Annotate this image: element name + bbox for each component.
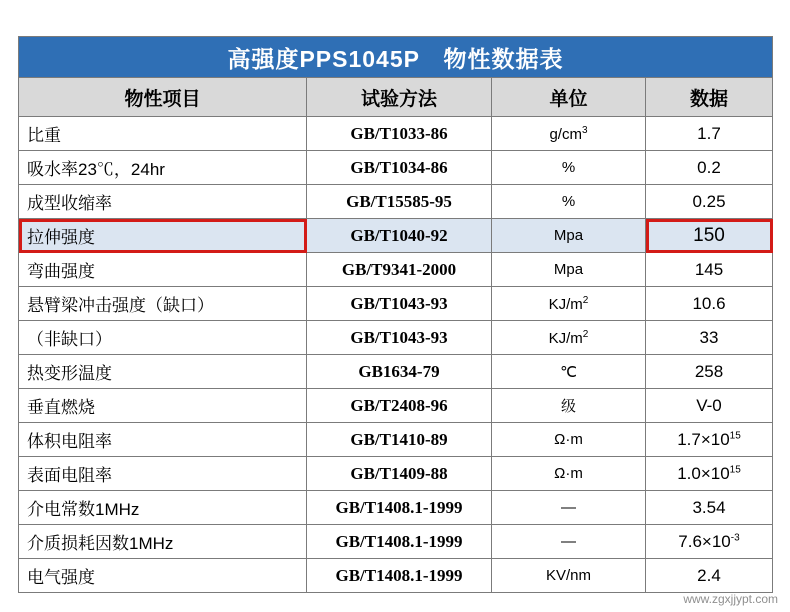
- cell-item: 介质损耗因数1MHz: [19, 525, 307, 559]
- cell-method: GB/T15585-95: [307, 185, 492, 219]
- cell-value: V-0: [646, 389, 773, 423]
- cell-method: GB/T1408.1-1999: [307, 525, 492, 559]
- cell-item: （非缺口）: [19, 321, 307, 355]
- spec-sheet: [18, 36, 772, 593]
- table-row: [19, 219, 773, 253]
- cell-value: 0.25: [646, 185, 773, 219]
- cell-unit-base: KJ/m: [548, 295, 583, 313]
- cell-unit: KV/nm: [492, 559, 646, 593]
- cell-value: 0.2: [646, 151, 773, 185]
- page-title: 高强度PPS1045P 物性数据表: [19, 37, 773, 78]
- cell-unit: Mpa: [492, 253, 646, 287]
- cell-value-base: 1.0×10: [677, 463, 730, 483]
- cell-value-exponent: 15: [729, 429, 741, 441]
- cell-value: 33: [646, 321, 773, 355]
- table-row: [19, 151, 773, 185]
- cell-item: 拉伸强度: [19, 219, 307, 253]
- cell-method: GB/T1043-93: [307, 321, 492, 355]
- cell-unit-exponent: 2: [582, 294, 589, 306]
- cell-item: 垂直燃烧: [19, 389, 307, 423]
- cell-item: 弯曲强度: [19, 253, 307, 287]
- table-row: [19, 559, 773, 593]
- title-row: [19, 37, 773, 78]
- cell-value: 145: [646, 253, 773, 287]
- cell-unit-base: KJ/m: [548, 329, 583, 347]
- table-row: [19, 321, 773, 355]
- cell-unit: [492, 287, 646, 321]
- table-row: [19, 253, 773, 287]
- table-row: [19, 423, 773, 457]
- cell-item: 介电常数1MHz: [19, 491, 307, 525]
- table-body: [19, 37, 773, 593]
- table-row: [19, 355, 773, 389]
- cell-item: 成型收缩率: [19, 185, 307, 219]
- cell-method: GB/T1040-92: [307, 219, 492, 253]
- cell-method: GB1634-79: [307, 355, 492, 389]
- cell-value: 2.4: [646, 559, 773, 593]
- column-header-method: 试验方法: [307, 78, 492, 117]
- cell-unit-base: g/cm: [549, 125, 582, 143]
- cell-value: 150: [646, 219, 773, 253]
- cell-value: 10.6: [646, 287, 773, 321]
- cell-value: [646, 457, 773, 491]
- cell-method: GB/T1033-86: [307, 117, 492, 151]
- properties-table: [18, 36, 773, 593]
- cell-item: 悬臂梁冲击强度（缺口）: [19, 287, 307, 321]
- cell-item: 比重: [19, 117, 307, 151]
- cell-unit: —: [492, 525, 646, 559]
- cell-unit: [492, 321, 646, 355]
- cell-unit: Ω·m: [492, 423, 646, 457]
- cell-method: GB/T1410-89: [307, 423, 492, 457]
- table-row: [19, 287, 773, 321]
- cell-unit: Mpa: [492, 219, 646, 253]
- cell-method: GB/T1408.1-1999: [307, 559, 492, 593]
- watermark: www.zgxjjypt.com: [683, 592, 778, 606]
- cell-method: GB/T1408.1-1999: [307, 491, 492, 525]
- cell-value-exponent: -3: [730, 531, 740, 543]
- cell-unit: 级: [492, 389, 646, 423]
- cell-item: 热变形温度: [19, 355, 307, 389]
- cell-value: 3.54: [646, 491, 773, 525]
- cell-unit: —: [492, 491, 646, 525]
- cell-item: 体积电阻率: [19, 423, 307, 457]
- cell-unit: %: [492, 185, 646, 219]
- cell-item: 电气强度: [19, 559, 307, 593]
- table-row: [19, 525, 773, 559]
- column-header-unit: 单位: [492, 78, 646, 117]
- table-row: [19, 491, 773, 525]
- cell-value: [646, 525, 773, 559]
- cell-unit-exponent: 2: [582, 328, 589, 340]
- column-header-item: 物性项目: [19, 78, 307, 117]
- cell-unit: Ω·m: [492, 457, 646, 491]
- cell-item: 吸水率23℃，24hr: [19, 151, 307, 185]
- cell-unit-exponent: 3: [581, 124, 588, 136]
- cell-unit: ℃: [492, 355, 646, 389]
- cell-method: GB/T2408-96: [307, 389, 492, 423]
- header-row: [19, 78, 773, 117]
- cell-unit: %: [492, 151, 646, 185]
- table-row: [19, 185, 773, 219]
- cell-method: GB/T9341-2000: [307, 253, 492, 287]
- cell-value-exponent: 15: [729, 463, 741, 475]
- cell-method: GB/T1043-93: [307, 287, 492, 321]
- cell-value-base: 7.6×10: [678, 531, 731, 551]
- cell-value: [646, 423, 773, 457]
- cell-value: 1.7: [646, 117, 773, 151]
- column-header-value: 数据: [646, 78, 773, 117]
- table-row: [19, 117, 773, 151]
- cell-value: 258: [646, 355, 773, 389]
- cell-method: GB/T1409-88: [307, 457, 492, 491]
- table-row: [19, 389, 773, 423]
- table-row: [19, 457, 773, 491]
- cell-method: GB/T1034-86: [307, 151, 492, 185]
- cell-value-base: 1.7×10: [677, 429, 730, 449]
- cell-unit: [492, 117, 646, 151]
- cell-item: 表面电阻率: [19, 457, 307, 491]
